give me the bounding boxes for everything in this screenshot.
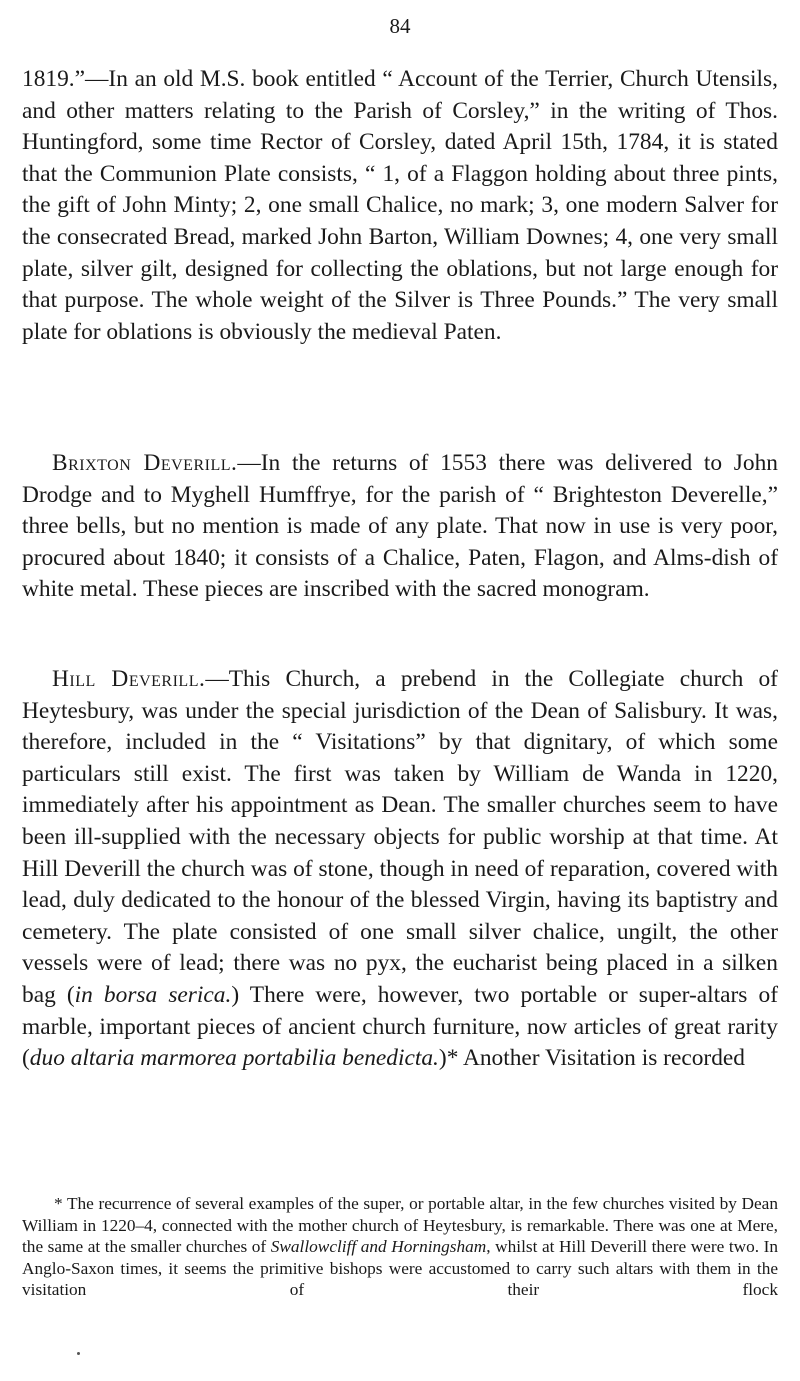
paragraph-text: 1819.”—In an old M.S. book entitled “ Account of the Terrier, Church Utensils, and other matters relating to the Parish of Corsley,” in the writing of Thos. Huntingford, some time Rector of Corsley, dated April 15th, 1784, it is stated that the Communion Plate consists, “ 1, of a Flaggon holding about three pints, the gift of John Minty; 2, one small Chalice, no mark; 3, one modern Salver for the consecrated Bread, marked John Barton, William Downes; 4, one very small plate, silver gilt, designed for collecting the oblations, but not large enough for that purpose. The whole weight of the Silver is Three Pounds.” The very small plate for oblations is obviously the medieval Paten. [22,66,778,345]
stray-ink-mark [77,1352,80,1355]
latin-phrase: duo altaria marmorea portabilia benedicta. [29,1045,439,1072]
latin-phrase: in borsa serica. [74,981,232,1008]
footnote-conjunction: and [356,1237,392,1257]
place-name: Swallowcliff [270,1237,357,1257]
paragraph-corsley-plate [22,64,778,348]
paragraph-text: ) There were, however, two portable or super-altars of marble, important pieces of ancient church furniture, now articles of great rarity ( [22,981,778,1072]
paragraph-text: —This Church, a prebend in the Collegiate church of Heytesbury, was under the special jurisdiction of the Dean of Salisbury. It was, therefore, included in the “ Visitations” by that dignitary, of which some particulars still exist. The first was taken by William de Wanda in 1220, immediately after his appointment as Dean. The smaller churches seem to have been ill-supplied with the necessary objects for public worship at that time. At Hill Deverill the church was of stone, though in need of reparation, covered with lead, duly dedicated to the honour of the blessed Virgin, having its baptistry and cemetery. The plate consisted of one small silver chalice, ungilt, the other vessels were of lead; there was no pyx, the eucharist being placed in a silken bag ( [22,666,778,1008]
footnote-body [22,1193,778,1301]
footnote-text: * The recurrence of several examples of the super, or portable altar, in the few churches visited by Dean William in 1220–4, connected with the mother church of Heytesbury, is remarkable. There was one at Mere, the same at the smaller churches of [22,1194,778,1257]
place-name: Horningsham [391,1237,487,1257]
paragraph-body [22,664,778,1075]
section-heading-hill-deverill: Hill Deverill. [52,666,206,692]
paragraph-text: —In the returns of 1553 there was delivered to John Drodge and to Myghell Humffrye, for the parish of “ Brighteston Deverelle,” three bells, but no mention is made of any plate. That now in use is very poor, procured about 1840; it consists of a Chalice, Paten, Flagon, and Alms-dish of white metal. These pieces are inscribed with the sacred monogram. [22,450,778,603]
page-number: 84 [389,14,411,38]
paragraph-text: )* Another Visitation is recorded [438,1045,745,1072]
paragraph-body [22,448,778,606]
paragraph-hill-deverill [22,664,778,1075]
footnote-text: , whilst at Hill Deverill there were two. In Anglo-Saxon times, it seems the primitive bishops were accustomed to carry such altars with them in the visitation of their flock [22,1237,779,1300]
paragraph-brixton-deverill [22,448,778,606]
section-heading-brixton-deverill: Brixton Deverill. [52,450,238,476]
footnote [22,1193,778,1301]
